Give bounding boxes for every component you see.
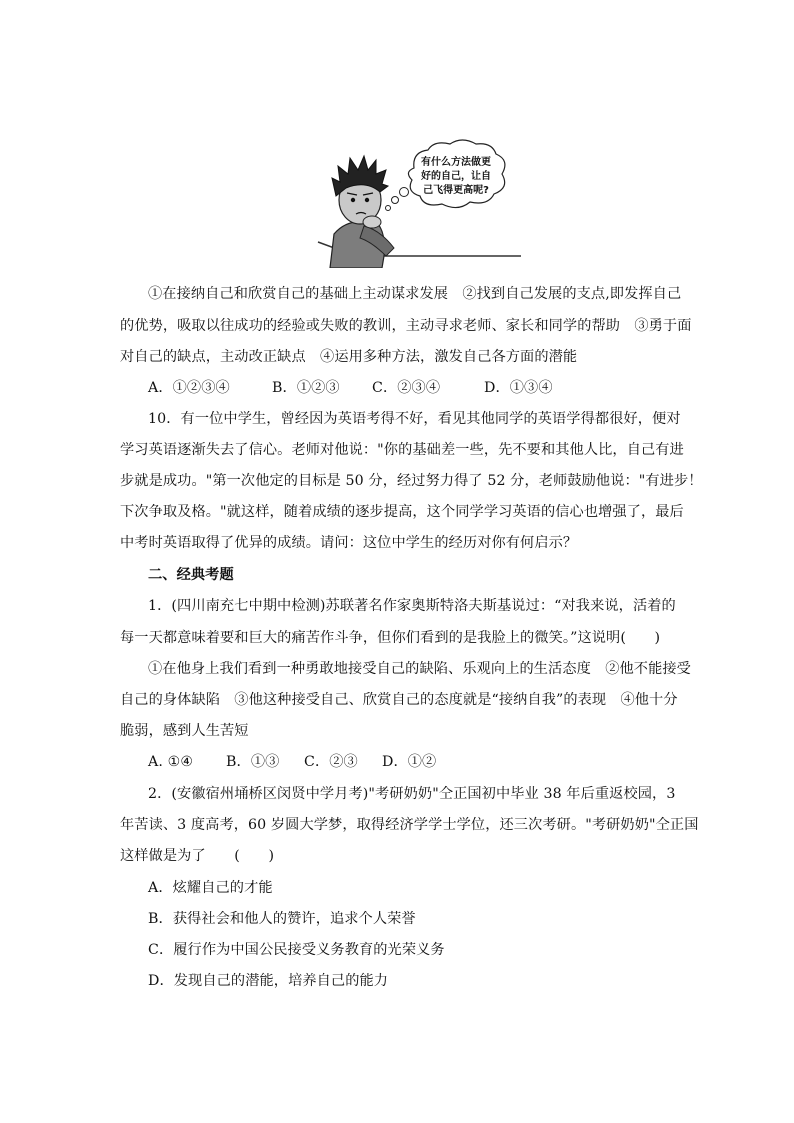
e2-option-b[interactable]: B．获得社会和他人的赞许，追求个人荣誉 — [148, 911, 416, 927]
q9-option-b[interactable]: B．①②③ — [272, 380, 340, 396]
q10-line-4: 下次争取及格。"就这样，随着成绩的逐步提高，这个同学学习英语的信心也增强了，最后 — [120, 504, 684, 520]
e2-line-3: 这样做是为了 ( ) — [120, 848, 275, 864]
section-title: 二、经典考题 — [148, 567, 234, 583]
e2-option-d[interactable]: D．发现自己的潜能，培养自己的能力 — [148, 973, 389, 989]
e1-statement-line-1: ①在他身上我们看到一种勇敢地接受自己的缺陷、乐观向上的生活态度 ②他不能接受 — [148, 661, 691, 677]
e2-option-c[interactable]: C．履行作为中国公民接受义务教育的光荣义务 — [148, 942, 445, 958]
q9-options — [148, 377, 708, 397]
e1-options — [148, 751, 708, 771]
q9-option-d[interactable]: D．①③④ — [484, 380, 553, 396]
q10-line-1: 10．有一位中学生，曾经因为英语考得不好，看见其他同学的英语学得都很好，便对 — [148, 411, 681, 427]
e1-statement-line-3: 脆弱，感到人生苦短 — [120, 723, 249, 739]
e2-line-1: 2．(安徽宿州埇桥区闵贤中学月考)"考研奶奶"仝正国初中毕业 38 年后重返校园，3 — [148, 786, 676, 802]
e1-option-d[interactable]: D．①② — [382, 754, 437, 770]
q10-line-3: 步就是成功。"第一次他定的目标是 50 分，经过努力得了 52 分，老师鼓励他说："有进步！ — [120, 473, 703, 489]
e1-option-c[interactable]: C．②③ — [304, 754, 358, 770]
q10-line-2: 学习英语逐渐失去了信心。老师对他说："你的基础差一些，先不要和其他人比，自己有进 — [120, 442, 684, 458]
q9-statement-line-2: 的优势，吸取以往成功的经验或失败的教训，主动寻求老师、家长和同学的帮助 ③勇于面 — [120, 318, 692, 334]
thought-line-3: 己飞得更高呢? — [423, 185, 489, 196]
thought-line-2: 好的自己，让自 — [421, 171, 491, 182]
boy-hand — [363, 216, 381, 228]
e2-line-2: 年苦读、3 度高考，60 岁圆大学梦，取得经济学学士学位，还三次考研。"考研奶奶"仝正国 — [120, 817, 699, 833]
q9-option-a[interactable]: A．①②③④ — [148, 380, 230, 396]
q10-line-5: 中考时英语取得了优异的成绩。请问：这位中学生的经历对你有何启示？ — [120, 535, 578, 551]
q9-statement-line-1: ①在接纳自己和欣赏自己的基础上主动谋求发展 ②找到自己发展的支点,即发挥自己 — [148, 286, 682, 302]
e1-option-b[interactable]: B．①③ — [226, 754, 280, 770]
thought-line-1: 有什么方法做更 — [421, 157, 491, 168]
e1-option-a[interactable]: A. ①④ — [148, 754, 194, 770]
e1-line-2: 每一天都意味着要和巨大的痛苦作斗争，但你们看到的是我脸上的微笑。”这说明( ) — [120, 630, 661, 646]
q9-option-c[interactable]: C．②③④ — [372, 380, 441, 396]
thinking-boy-illustration — [316, 138, 526, 268]
e1-line-1: 1．(四川南充七中期中检测)苏联著名作家奥斯特洛夫斯基说过：“对我来说，活着的 — [148, 598, 676, 614]
e1-statement-line-2: 自己的身体缺陷 ③他这种接受自己、欣赏自己的态度就是“接纳自我”的表现 ④他十分 — [120, 692, 678, 708]
q9-statement-line-3: 对自己的缺点，主动改正缺点 ④运用多种方法，激发自己各方面的潜能 — [120, 349, 578, 365]
e2-option-a[interactable]: A．炫耀自己的才能 — [148, 880, 273, 896]
